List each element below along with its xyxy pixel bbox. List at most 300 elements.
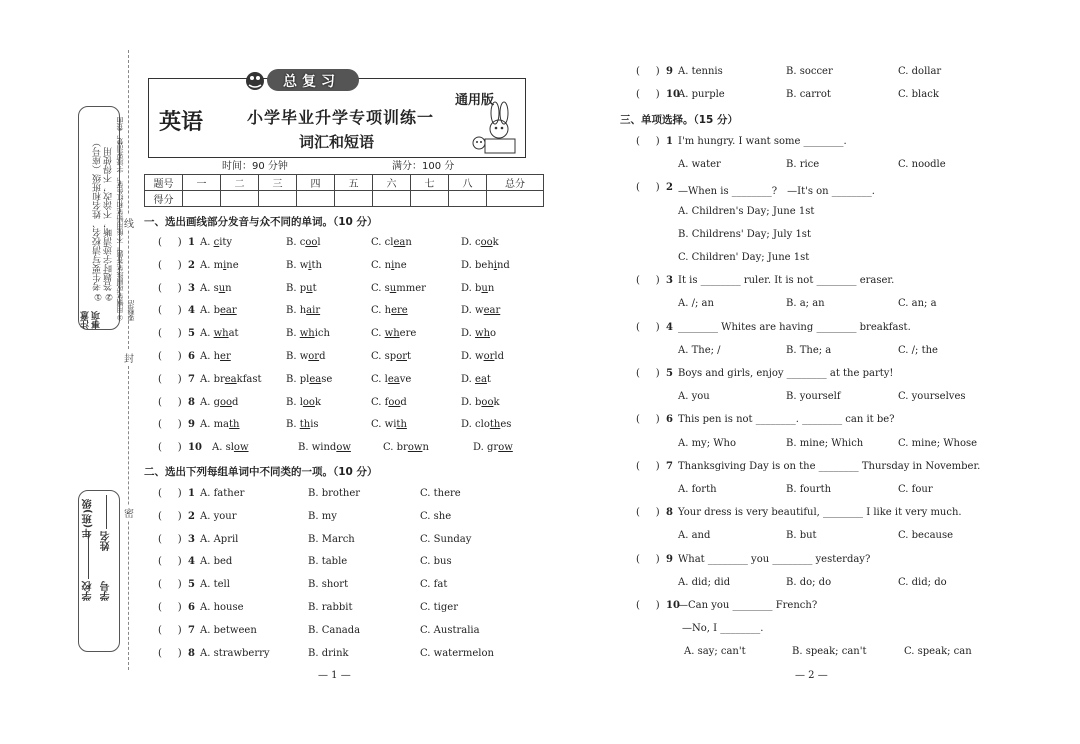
- question-number: 10: [666, 600, 680, 611]
- binding-strip: [0, 0, 135, 744]
- option-c[interactable]: C. watermelon: [420, 647, 494, 659]
- option-a[interactable]: A. tell: [200, 579, 230, 591]
- option-suffix: l: [317, 237, 321, 248]
- option-c[interactable]: C. bus: [420, 556, 452, 568]
- answer-blank[interactable]: ( ): [158, 510, 182, 522]
- answer-blank[interactable]: ( ): [636, 136, 660, 147]
- option-c[interactable]: C. she: [420, 510, 452, 522]
- underlined-part: u: [481, 282, 488, 294]
- option-prefix: A. sl: [212, 442, 234, 454]
- option-d[interactable]: [461, 283, 494, 294]
- exam-title: 小学毕业升学专项训练一: [247, 108, 435, 127]
- option-a[interactable]: [200, 374, 262, 385]
- option-c[interactable]: [371, 328, 416, 339]
- question-text-2: —No, I ________.: [682, 623, 764, 635]
- name-line: [106, 495, 107, 529]
- option[interactable]: B. fourth: [786, 484, 832, 495]
- option-prefix: D. w: [461, 305, 484, 317]
- option-prefix: D.: [461, 328, 476, 340]
- score-cell: 七: [411, 175, 449, 191]
- option-c[interactable]: C. Sunday: [420, 533, 472, 545]
- option-suffix: th: [311, 259, 322, 271]
- option-prefix: B. pl: [286, 373, 310, 385]
- question-row: [636, 182, 1056, 196]
- option-b[interactable]: [286, 328, 330, 339]
- exam-time: 时间：90 分钟: [222, 161, 288, 172]
- option[interactable]: B. The; a: [786, 344, 832, 356]
- option-prefix: C.: [371, 328, 385, 340]
- answer-blank[interactable]: ( ): [158, 533, 182, 545]
- question-number: 2: [666, 182, 673, 194]
- option-c[interactable]: C. fat: [420, 579, 448, 591]
- options-row: [636, 206, 1056, 220]
- question-row: [158, 602, 578, 616]
- options-row: [636, 484, 1056, 498]
- score-cell: 四: [297, 175, 335, 191]
- option[interactable]: C. noodle: [898, 159, 946, 171]
- option[interactable]: B. do; do: [786, 576, 832, 588]
- answer-blank[interactable]: ( ): [636, 89, 660, 101]
- option-suffix: t: [312, 282, 317, 294]
- option-a[interactable]: [200, 397, 238, 408]
- page-number-2: — 2 —: [795, 670, 828, 681]
- option-b[interactable]: B. drink: [308, 647, 349, 659]
- question-row: [158, 328, 558, 342]
- option-c[interactable]: C. there: [420, 488, 461, 499]
- answer-blank[interactable]: ( ): [636, 460, 660, 472]
- option-suffix: mmer: [396, 282, 426, 294]
- option-b[interactable]: [286, 397, 321, 408]
- underlined-part: oo: [305, 237, 318, 248]
- option[interactable]: C. Children' Day; June 1st: [678, 252, 810, 263]
- option-c[interactable]: C. Australia: [420, 624, 480, 636]
- answer-blank[interactable]: ( ): [158, 396, 182, 408]
- option-prefix: A.: [200, 237, 214, 248]
- option-prefix: D.: [461, 373, 476, 385]
- underlined-part: or: [308, 351, 320, 362]
- option-a[interactable]: A. house: [200, 602, 244, 613]
- option-a[interactable]: [200, 351, 231, 362]
- question-row: [158, 579, 578, 593]
- option-c[interactable]: [383, 442, 429, 453]
- answer-blank[interactable]: ( ): [636, 182, 660, 194]
- underlined-part: er: [220, 351, 231, 362]
- underlined-part: ear: [483, 305, 501, 317]
- question-number: 6: [188, 351, 195, 362]
- option-a[interactable]: A. bed: [200, 556, 233, 568]
- option-a[interactable]: A. tennis: [678, 66, 723, 77]
- option-suffix: n: [487, 282, 495, 294]
- option-d[interactable]: [461, 305, 500, 316]
- subject-title: 英语: [159, 110, 204, 135]
- answer-blank[interactable]: ( ): [636, 553, 660, 565]
- option[interactable]: A. say; can't: [684, 646, 746, 658]
- underlined-part: ow: [336, 442, 351, 454]
- option-a[interactable]: [200, 260, 239, 271]
- underlined-part: or: [396, 351, 407, 362]
- option-b[interactable]: [286, 419, 319, 430]
- answer-blank[interactable]: ( ): [158, 282, 182, 294]
- option[interactable]: C. did; do: [898, 576, 947, 588]
- underlined-part: ea: [224, 373, 237, 385]
- option-a[interactable]: A. father: [200, 488, 245, 499]
- option[interactable]: B. rice: [786, 159, 820, 171]
- option-prefix: A. h: [200, 351, 221, 362]
- answer-blank[interactable]: ( ): [636, 368, 660, 379]
- underlined-part: ow: [407, 442, 423, 454]
- answer-blank[interactable]: ( ): [158, 328, 182, 340]
- option[interactable]: C. /; the: [898, 344, 938, 356]
- question-number: 1: [666, 136, 673, 147]
- underlined-part: ow: [233, 442, 249, 454]
- option-d[interactable]: [461, 260, 510, 271]
- underlined-part: ea: [387, 373, 400, 385]
- question-number: 5: [188, 579, 195, 591]
- underlined-part: wh: [213, 328, 229, 340]
- answer-blank[interactable]: ( ): [158, 624, 182, 636]
- question-number: 3: [666, 275, 673, 287]
- question-number: 4: [188, 305, 195, 317]
- underlined-part: oo: [481, 396, 494, 408]
- option-prefix: A. m: [200, 259, 224, 271]
- question-number: 5: [188, 328, 195, 340]
- score-input-cell[interactable]: [373, 191, 411, 207]
- option-prefix: D. w: [461, 351, 484, 362]
- question-number: 9: [666, 553, 673, 565]
- question-text: Boys and girls, enjoy ________ at the party!: [678, 368, 894, 379]
- answer-blank[interactable]: ( ): [636, 600, 660, 611]
- answer-blank[interactable]: ( ): [636, 66, 660, 77]
- option-b[interactable]: [286, 374, 332, 385]
- score-cell: 总分: [487, 175, 544, 191]
- option-d[interactable]: [473, 442, 513, 453]
- option-prefix: A. s: [200, 282, 219, 294]
- option-c[interactable]: [371, 260, 407, 271]
- option-b[interactable]: B. soccer: [786, 66, 833, 77]
- option-a[interactable]: A. strawberry: [200, 647, 270, 659]
- question-row: [158, 237, 558, 251]
- option-b[interactable]: B. carrot: [786, 89, 831, 101]
- option-a[interactable]: [200, 283, 232, 294]
- underlined-part: wh: [299, 328, 315, 340]
- option-a[interactable]: [212, 442, 249, 453]
- option-prefix: B. w: [286, 351, 309, 362]
- option-suffix: t: [486, 373, 491, 385]
- option[interactable]: A. did; did: [678, 576, 731, 588]
- section-2-title: 二、选出下列每组单词中不同类的一项。（10 分）: [144, 466, 378, 478]
- options-row: [636, 229, 1056, 243]
- option[interactable]: C. because: [898, 530, 954, 542]
- question-number: 7: [666, 460, 673, 472]
- option-suffix: ere: [399, 328, 417, 340]
- option-suffix: at: [228, 328, 239, 340]
- option[interactable]: A. and: [678, 530, 711, 542]
- score-input-cell[interactable]: [449, 191, 487, 207]
- note-3: ③用钢笔或圆珠笔答题。不能用铅笔和红色笔，字迹要清楚，卷面要整洁: [116, 117, 135, 321]
- underlined-part: u: [306, 282, 313, 294]
- option-d[interactable]: [461, 328, 496, 339]
- option-a[interactable]: [200, 419, 240, 430]
- question-row: [636, 414, 1056, 428]
- option-c[interactable]: [371, 237, 412, 248]
- cut-char-secret: 密: [124, 505, 134, 520]
- score-input-cell[interactable]: [259, 191, 297, 207]
- underlined-part: ow: [498, 442, 513, 454]
- option-prefix: B.: [286, 328, 300, 340]
- option-suffix: nd: [496, 259, 510, 271]
- option-prefix: A.: [200, 328, 214, 340]
- answer-blank[interactable]: ( ): [158, 579, 182, 591]
- option-prefix: B. h: [286, 305, 307, 317]
- answer-blank[interactable]: ( ): [158, 419, 182, 431]
- option[interactable]: B. Childrens' Day; July 1st: [678, 228, 811, 240]
- underlined-part: air: [306, 305, 321, 317]
- options-row: [636, 391, 1056, 405]
- answer-blank[interactable]: ( ): [158, 602, 182, 613]
- option-prefix: C. cl: [371, 237, 394, 248]
- option-prefix: C. sp: [371, 351, 397, 362]
- option-c[interactable]: [371, 305, 408, 316]
- option-b[interactable]: [298, 442, 351, 453]
- option-a[interactable]: [200, 305, 237, 316]
- option-suffix: ity: [219, 237, 233, 248]
- option-a[interactable]: [200, 328, 239, 339]
- option-prefix: A. g: [200, 396, 220, 408]
- option-b[interactable]: B. table: [308, 556, 348, 568]
- option-a[interactable]: A. between: [200, 624, 257, 636]
- option-prefix: B. w: [286, 259, 309, 271]
- option-b[interactable]: [286, 283, 317, 294]
- question-text: What ________ you ________ yesterday?: [678, 553, 871, 565]
- question-row: [158, 625, 578, 639]
- underlined-part: ear: [219, 305, 237, 317]
- score-table-score-row: [145, 191, 544, 207]
- option-c[interactable]: C. black: [898, 89, 939, 101]
- answer-blank[interactable]: ( ): [158, 556, 182, 568]
- score-input-cell[interactable]: [411, 191, 449, 207]
- score-input-cell[interactable]: [183, 191, 221, 207]
- answer-blank[interactable]: ( ): [158, 373, 182, 385]
- cut-char-seal: 封: [124, 350, 134, 365]
- option-suffix: kfast: [236, 373, 262, 385]
- underlined-part: th: [299, 419, 311, 431]
- option-prefix: B. l: [286, 396, 303, 408]
- option-suffix: ld: [494, 351, 504, 362]
- option-c[interactable]: [371, 397, 407, 408]
- option-prefix: D. beh: [461, 259, 494, 271]
- answer-blank[interactable]: ( ): [158, 442, 182, 454]
- option-prefix: A. b: [200, 305, 220, 317]
- score-input-cell[interactable]: [487, 191, 544, 207]
- option-b[interactable]: [286, 351, 325, 362]
- score-cell: 八: [449, 175, 487, 191]
- underlined-part: ea: [393, 237, 406, 248]
- options-row: [636, 345, 1056, 359]
- question-row: [636, 136, 1056, 150]
- question-number: 5: [666, 368, 673, 379]
- option-a[interactable]: [200, 237, 232, 248]
- option-prefix: C. f: [371, 396, 389, 408]
- question-row: [158, 556, 578, 570]
- question-row: [636, 322, 1056, 336]
- answer-blank[interactable]: ( ): [158, 305, 182, 317]
- option[interactable]: B. mine; Which: [786, 437, 864, 449]
- option[interactable]: A. /; an: [678, 298, 714, 310]
- option[interactable]: B. speak; can't: [792, 646, 867, 658]
- answer-blank[interactable]: ( ): [158, 237, 182, 248]
- exam-subtitle: 词汇和短语: [299, 133, 375, 151]
- option[interactable]: A. my; Who: [678, 437, 736, 449]
- question-row: [636, 554, 1056, 568]
- underlined-part: or: [483, 351, 495, 362]
- option-suffix: ich: [314, 328, 330, 340]
- option[interactable]: B. but: [786, 530, 817, 542]
- option[interactable]: C. mine; Whose: [898, 437, 978, 449]
- option-suffix: n: [422, 442, 429, 454]
- option-a[interactable]: A. purple: [678, 89, 725, 101]
- underlined-part: wh: [384, 328, 400, 340]
- underlined-part: th: [229, 419, 240, 431]
- option-d[interactable]: [461, 237, 499, 248]
- option[interactable]: B. yourself: [786, 391, 841, 403]
- score-input-cell[interactable]: [221, 191, 259, 207]
- option-suffix: d: [400, 396, 407, 408]
- question-number: 2: [188, 510, 195, 522]
- option[interactable]: C. speak; can: [904, 646, 972, 658]
- option-suffix: n: [225, 282, 232, 294]
- score-table: [144, 174, 544, 207]
- question-number: 8: [666, 507, 673, 519]
- option[interactable]: C. four: [898, 484, 933, 495]
- option-d[interactable]: [461, 374, 491, 385]
- score-cell: 得分: [145, 191, 183, 207]
- option-suffix: ne: [394, 259, 407, 271]
- underlined-part: oo: [302, 396, 315, 408]
- answer-blank[interactable]: ( ): [636, 507, 660, 519]
- option-suffix: t: [407, 351, 412, 362]
- answer-blank[interactable]: ( ): [158, 647, 182, 659]
- question-number: 8: [188, 396, 195, 408]
- school-line: [88, 531, 89, 579]
- option[interactable]: A. forth: [678, 484, 717, 495]
- option-suffix: d: [319, 351, 326, 362]
- option-c[interactable]: [371, 283, 426, 294]
- question-row: [158, 305, 558, 319]
- question-number: 1: [188, 237, 195, 248]
- option[interactable]: A. you: [678, 391, 710, 403]
- option-b[interactable]: B. March: [308, 533, 355, 545]
- score-cell: 六: [373, 175, 411, 191]
- option-suffix: is: [310, 419, 319, 431]
- question-text: —Can you ________ French?: [678, 600, 818, 611]
- answer-blank[interactable]: ( ): [158, 351, 182, 362]
- question-number: 3: [188, 533, 195, 545]
- options-row: [636, 159, 1056, 173]
- answer-blank[interactable]: ( ): [158, 259, 182, 271]
- section-3-title: 三、单项选择。（15 分）: [620, 114, 739, 126]
- option-c[interactable]: [371, 351, 411, 362]
- option-prefix: B.: [286, 419, 300, 431]
- question-row: [636, 600, 1056, 614]
- option-d[interactable]: [461, 419, 511, 430]
- option-c[interactable]: C. tiger: [420, 602, 458, 613]
- option[interactable]: B. a; an: [786, 298, 825, 310]
- option[interactable]: A. The; /: [678, 344, 721, 356]
- option-a[interactable]: A. April: [200, 533, 239, 545]
- answer-blank[interactable]: ( ): [636, 414, 660, 426]
- question-row: [636, 89, 1056, 103]
- option-b[interactable]: B. brother: [308, 488, 361, 499]
- option-b[interactable]: [286, 305, 320, 316]
- question-number: 2: [188, 259, 195, 271]
- page-number-1: — 1 —: [318, 670, 351, 681]
- answer-blank[interactable]: ( ): [636, 275, 660, 287]
- option-suffix: k: [314, 396, 322, 408]
- question-row: [636, 275, 1056, 289]
- option-d[interactable]: [461, 397, 500, 408]
- option-c[interactable]: [371, 374, 411, 385]
- question-text: Your dress is very beautiful, ________ I like it very much.: [678, 507, 962, 519]
- question-row: [158, 488, 578, 502]
- underlined-part: c: [213, 237, 220, 248]
- option-prefix: C. br: [383, 442, 408, 454]
- options-row: [636, 577, 1056, 591]
- option[interactable]: A. water: [678, 159, 721, 171]
- option-b[interactable]: [286, 237, 321, 248]
- options-row: [636, 298, 1056, 312]
- option[interactable]: A. Children's Day; June 1st: [678, 205, 815, 217]
- question-number: 10: [188, 442, 202, 454]
- option-suffix: se: [321, 373, 333, 385]
- underlined-part: wh: [475, 328, 491, 340]
- underlined-part: oo: [388, 396, 401, 408]
- option-prefix: C. s: [371, 282, 390, 294]
- field-school: 学校: [83, 581, 94, 601]
- rabbit-illustration-icon: [471, 101, 521, 155]
- option-c[interactable]: [371, 419, 407, 430]
- option-a[interactable]: A. your: [200, 510, 237, 522]
- score-input-cell[interactable]: [335, 191, 373, 207]
- option-prefix: D. gr: [473, 442, 499, 454]
- question-row: [158, 648, 578, 662]
- option-prefix: A. br: [200, 373, 225, 385]
- option-b[interactable]: B. rabbit: [308, 602, 353, 613]
- option-c[interactable]: C. dollar: [898, 66, 942, 77]
- question-text: Thanksgiving Day is on the ________ Thursday in November.: [678, 460, 981, 472]
- title-banner: [148, 74, 526, 158]
- question-number: 9: [188, 419, 195, 431]
- option-b[interactable]: B. Canada: [308, 624, 361, 636]
- question-text: ________ Whites are having ________ breakfast.: [678, 321, 911, 333]
- field-name: 姓名: [101, 531, 112, 551]
- question-row: [158, 534, 578, 548]
- option-d[interactable]: [461, 351, 504, 362]
- option[interactable]: C. yourselves: [898, 391, 966, 403]
- answer-blank[interactable]: ( ): [158, 488, 182, 499]
- option[interactable]: C. an; a: [898, 298, 937, 310]
- notes-title: 注意事项: [81, 311, 102, 329]
- option-b[interactable]: [286, 260, 322, 271]
- option-b[interactable]: B. my: [308, 510, 337, 522]
- question-number: 6: [666, 414, 673, 426]
- answer-blank[interactable]: ( ): [636, 321, 660, 333]
- note-2: ②答题时字迹清晰，不涂改，不得使用: [104, 147, 114, 301]
- student-info-box: [78, 490, 120, 652]
- option-b[interactable]: B. short: [308, 579, 349, 591]
- score-input-cell[interactable]: [297, 191, 335, 207]
- options-row: [636, 252, 1056, 266]
- underlined-part: i: [391, 259, 395, 271]
